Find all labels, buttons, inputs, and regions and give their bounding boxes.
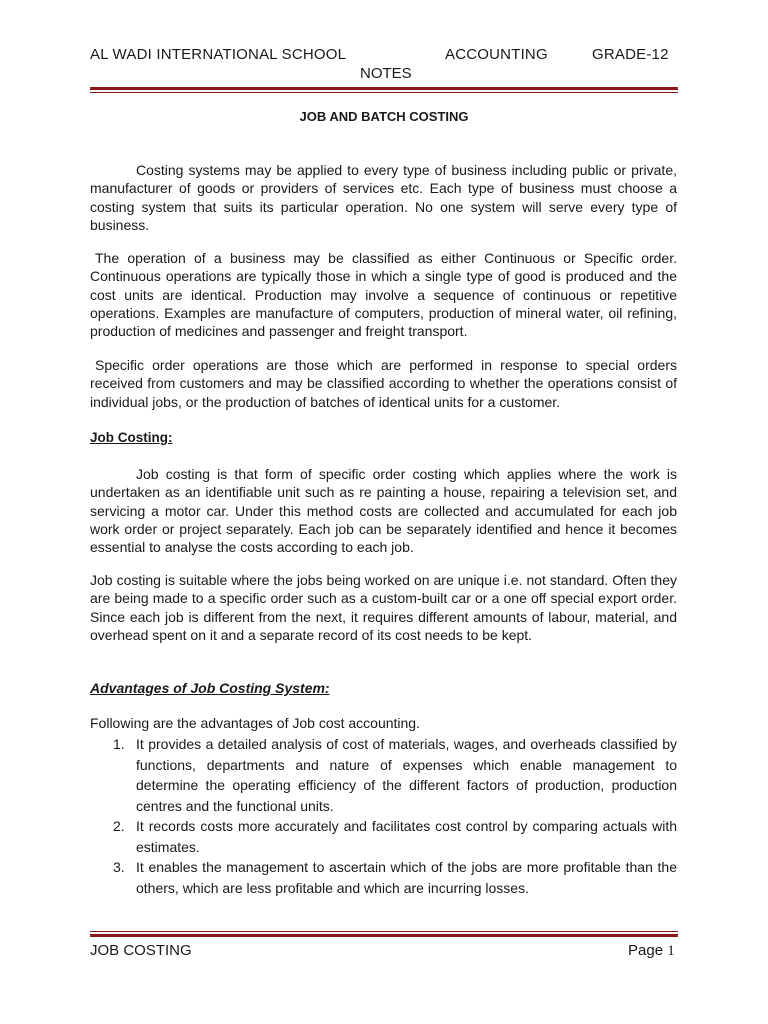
footer-page bbox=[628, 942, 675, 960]
list-item-text: It records costs more accurately and facilitates cost control by comparing actuals with estimates. bbox=[136, 818, 677, 855]
list-item-number: 1. bbox=[113, 736, 125, 752]
header-rule-thick bbox=[90, 87, 678, 90]
header-rule-thin bbox=[90, 92, 678, 93]
footer-page-number: 1 bbox=[667, 943, 675, 959]
list-item bbox=[90, 734, 677, 816]
footer-title: JOB COSTING bbox=[90, 942, 192, 959]
intro-paragraph-1: Costing systems may be applied to every type of business including public or private, manufacturer of goods or providers of services etc. Each type of business must choose a costing system that suits its particular operation. No one system will serve every type of business. bbox=[90, 162, 677, 233]
job-costing-paragraph-2: Job costing is suitable where the jobs being worked on are unique i.e. not standard. Often they are being made to a specific order such as a custom-built car or a one off special export order. Since each job is different from the next, it requires different amounts of labour, material, and overhead spent on it and a separate record of its cost needs to be kept. bbox=[90, 572, 677, 643]
job-costing-heading: Job Costing: bbox=[90, 430, 173, 445]
header-notes: NOTES bbox=[360, 65, 412, 82]
footer-rule-thick bbox=[90, 934, 678, 937]
list-item-number: 3. bbox=[113, 859, 125, 875]
advantages-intro: Following are the advantages of Job cost accounting. bbox=[90, 715, 420, 731]
document-title: JOB AND BATCH COSTING bbox=[299, 109, 469, 124]
footer-rule-thin bbox=[90, 931, 678, 932]
header-subject: ACCOUNTING bbox=[445, 46, 548, 63]
list-item-text: It provides a detailed analysis of cost of materials, wages, and overheads classified by functions, departments and nature of expenses which enable management to determine the operating efficiency of the different factors of production, production centres and the functional units. bbox=[136, 736, 677, 814]
footer-page-label: Page bbox=[628, 942, 664, 959]
job-costing-paragraph-1: Job costing is that form of specific order costing which applies where the work is undertaken as an identifiable unit such as re painting a house, repairing a television set, and servicing a motor car. Under this method costs are collected and accumulated for each job work order or project separately. Each job can be separately identified and hence it becomes essential to analyse the costs according to each job. bbox=[90, 466, 677, 556]
list-item bbox=[90, 857, 677, 898]
advantages-heading: Advantages of Job Costing System: bbox=[90, 680, 330, 696]
list-item-text: It enables the management to ascertain which of the jobs are more profitable than the others, which are less profitable and which are incurring losses. bbox=[136, 859, 677, 896]
advantages-list bbox=[90, 734, 677, 898]
list-item bbox=[90, 816, 677, 857]
list-item-number: 2. bbox=[113, 818, 125, 834]
header-school-name: AL WADI INTERNATIONAL SCHOOL bbox=[90, 46, 347, 63]
intro-paragraph-3: Specific order operations are those which are performed in response to special orders received from customers and may be classified according to whether the operations consist of individual jobs, or the production of batches of identical units for a customer. bbox=[90, 357, 677, 410]
header-grade: GRADE-12 bbox=[592, 46, 669, 63]
intro-paragraph-2: The operation of a business may be classified as either Continuous or Specific order. Continuous operations are typically those in which a single type of good is produced and the cost units are identical. Production may involve a sequence of continuous or repetitive operations. Examples are manufacture of computers, production of mineral water, oil refining, production of medicines and passenger and freight transport. bbox=[90, 250, 677, 340]
